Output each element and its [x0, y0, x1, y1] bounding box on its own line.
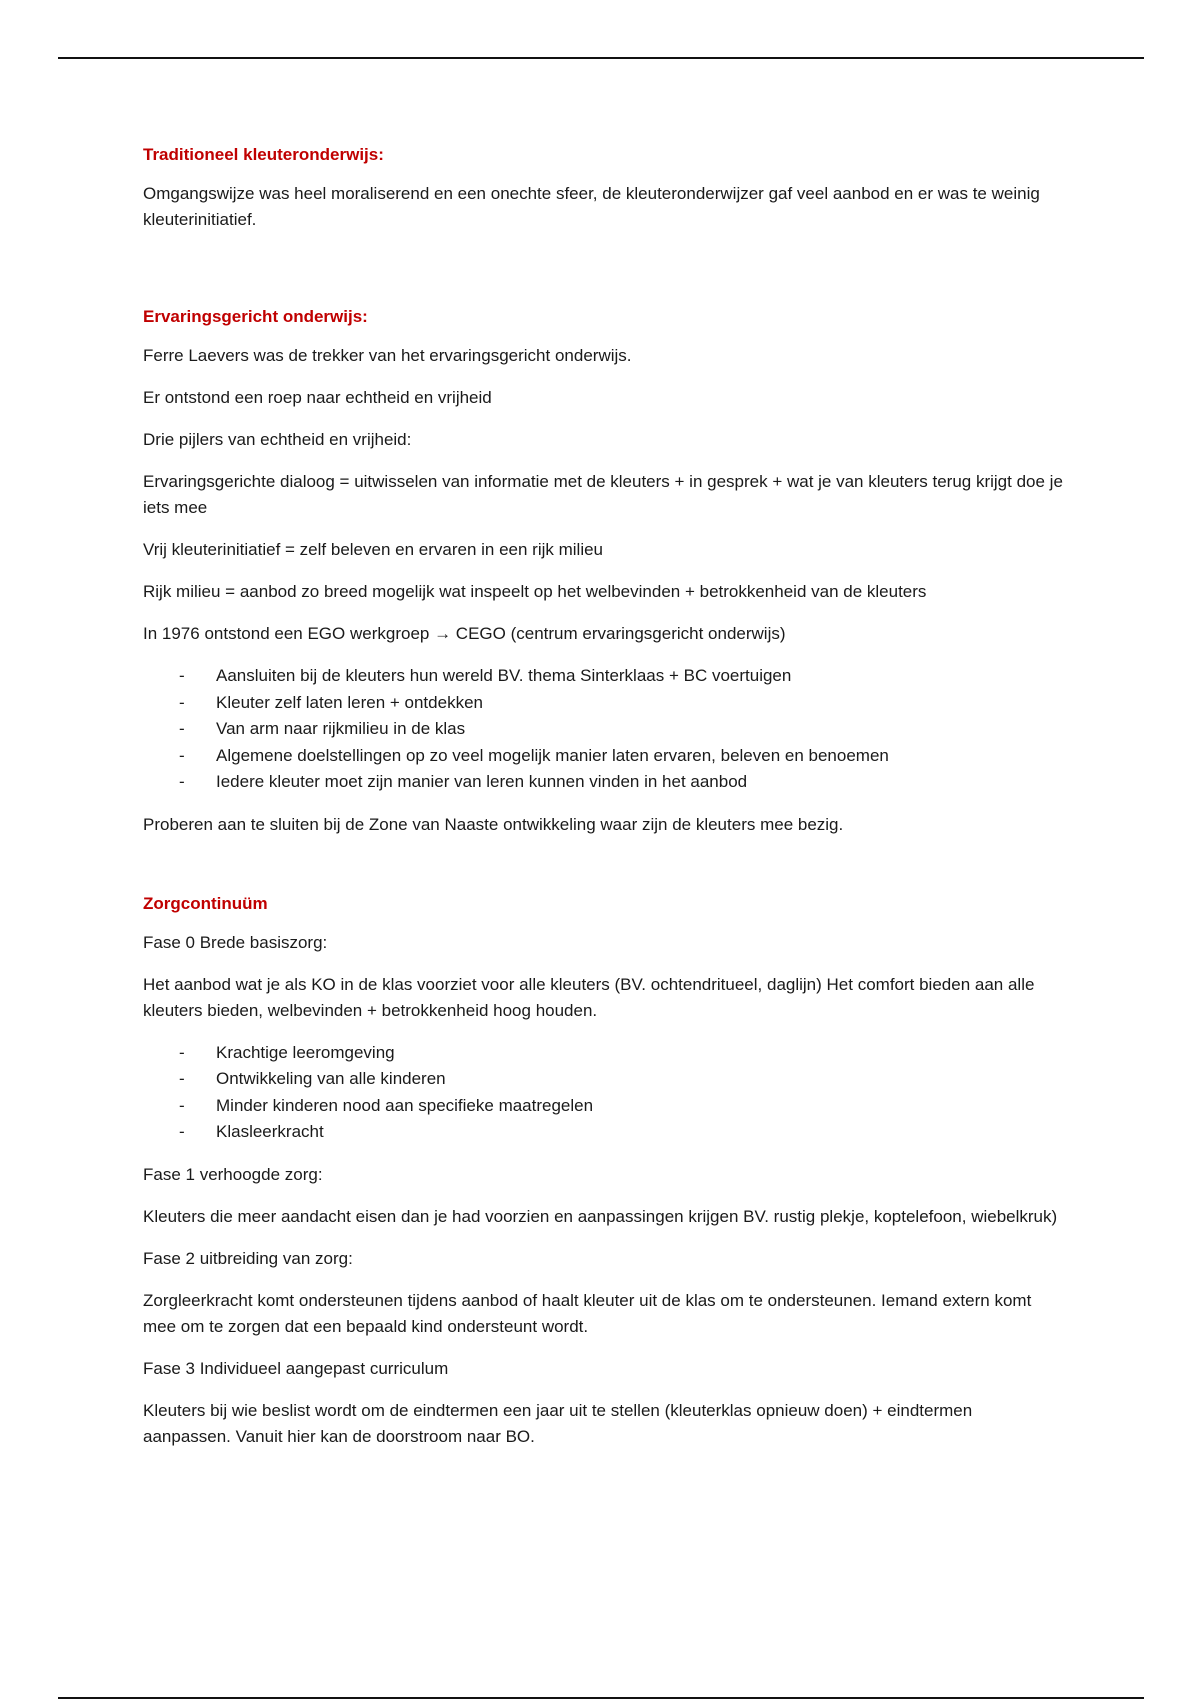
- paragraph: Fase 1 verhoogde zorg:: [143, 1164, 323, 1184]
- list-item-text: Minder kinderen nood aan specifieke maatregelen: [216, 1095, 594, 1115]
- dash-bullet: -: [179, 745, 185, 765]
- dash-bullet: -: [179, 719, 185, 738]
- dash-bullet: -: [179, 692, 185, 712]
- paragraph: Kleuters die meer aandacht eisen dan je had voorzien en aanpassingen krijgen BV. rustig plekje, koptelefoon, wiebelkruk): [143, 1206, 1058, 1226]
- list-item-text: Kleuter zelf laten leren + ontdekken: [216, 692, 483, 712]
- paragraph: Kleuters bij wie beslist wordt om de eindtermen een jaar uit te stellen (kleuterklas opnieuw doen) + eindtermen aanpassen. Vanuit hier kan de doorstroom naar BO.: [143, 1400, 973, 1446]
- list-item: [143, 769, 1063, 796]
- dash-bullet: -: [179, 1095, 185, 1115]
- paragraph: Proberen aan te sluiten bij de Zone van Naaste ontwikkeling waar zijn de kleuters mee bezig.: [143, 814, 844, 834]
- dash-bullet: -: [179, 1069, 185, 1088]
- dash-bullet: -: [179, 772, 185, 791]
- header-rule: [58, 57, 1144, 59]
- bullet-list-ervaringsgericht: [143, 663, 1063, 796]
- dash-bullet: -: [179, 1042, 185, 1062]
- list-item: [143, 743, 1063, 770]
- list-item: [143, 1093, 1063, 1120]
- paragraph: Het aanbod wat je als KO in de klas voorziet voor alle kleuters (BV. ochtendritueel, daglijn) Het comfort bieden aan alle kleuters bieden, welbevinden + betrokkenheid hoog houden.: [143, 974, 1035, 1020]
- section-heading-ervaringsgericht: Ervaringsgericht onderwijs:: [143, 307, 368, 326]
- list-item-text: Van arm naar rijkmilieu in de klas: [216, 719, 466, 738]
- list-item-text: Aansluiten bij de kleuters hun wereld BV. thema Sinterklaas + BC voertuigen: [216, 666, 792, 685]
- section-heading-zorgcontinuum: Zorgcontinuüm: [143, 893, 268, 913]
- paragraph: Vrij kleuterinitiatief = zelf beleven en ervaren in een rijk milieu: [143, 540, 604, 559]
- section-heading-traditioneel: Traditioneel kleuteronderwijs:: [143, 145, 384, 164]
- paragraph: Drie pijlers van echtheid en vrijheid:: [143, 430, 412, 449]
- list-item-text: Krachtige leeromgeving: [216, 1042, 395, 1062]
- list-item: [143, 1119, 1063, 1146]
- list-item-text: Iedere kleuter moet zijn manier van leren kunnen vinden in het aanbod: [216, 772, 748, 791]
- list-item: [143, 1040, 1063, 1067]
- paragraph: In 1976 ontstond een EGO werkgroep → CEGO (centrum ervaringsgericht onderwijs): [143, 624, 786, 643]
- paragraph: Zorgleerkracht komt ondersteunen tijdens aanbod of haalt kleuter uit de klas om te ondersteunen. Iemand extern komt mee om te zorgen dat een bepaald kind ondersteunt wordt.: [143, 1290, 1032, 1336]
- list-item: [143, 1066, 1063, 1093]
- dash-bullet: -: [179, 666, 185, 685]
- footer-rule: [58, 1697, 1144, 1699]
- list-item: [143, 663, 1063, 690]
- dash-bullet: -: [179, 1122, 185, 1141]
- paragraph: Er ontstond een roep naar echtheid en vrijheid: [143, 388, 492, 407]
- paragraph: Ervaringsgerichte dialoog = uitwisselen van informatie met de kleuters + in gesprek + wat je van kleuters terug krijgt doe je iets mee: [143, 472, 1063, 517]
- list-item-text: Klasleerkracht: [216, 1122, 324, 1141]
- list-item: [143, 716, 1063, 743]
- list-item-text: Ontwikkeling van alle kinderen: [216, 1069, 446, 1088]
- paragraph: Rijk milieu = aanbod zo breed mogelijk wat inspeelt op het welbevinden + betrokkenheid van de kleuters: [143, 582, 927, 601]
- document-body: [143, 142, 1063, 1466]
- list-item-text: Algemene doelstellingen op zo veel mogelijk manier laten ervaren, beleven en benoemen: [216, 745, 889, 765]
- paragraph: Fase 3 Individueel aangepast curriculum: [143, 1358, 449, 1378]
- paragraph: Fase 2 uitbreiding van zorg:: [143, 1248, 353, 1268]
- list-item: [143, 690, 1063, 717]
- paragraph: Ferre Laevers was de trekker van het ervaringsgericht onderwijs.: [143, 346, 632, 365]
- bullet-list-fase0: [143, 1040, 1063, 1146]
- paragraph: Fase 0 Brede basiszorg:: [143, 932, 328, 952]
- paragraph: Omgangswijze was heel moraliserend en een onechte sfeer, de kleuteronderwijzer gaf veel aanbod en er was te weinig kleuterinitiatief.: [143, 184, 1040, 229]
